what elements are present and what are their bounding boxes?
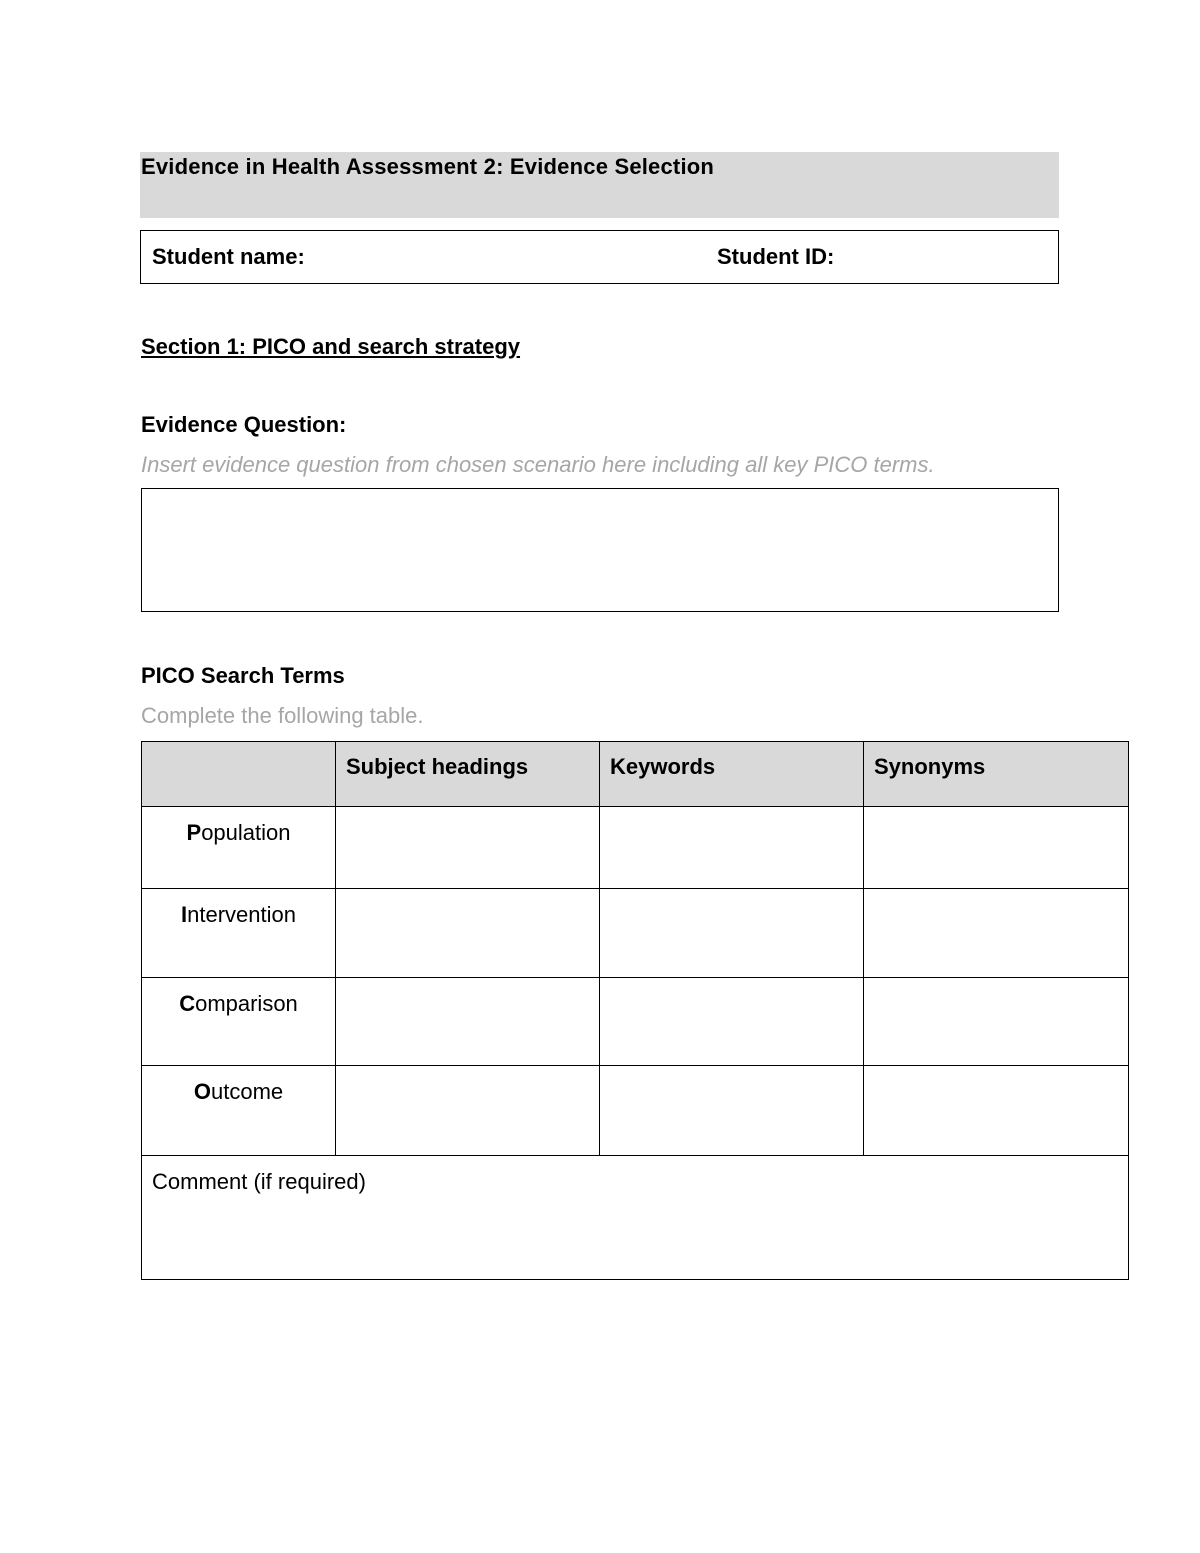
row-label-outcome: Outcome	[142, 1066, 336, 1156]
pico-row-comparison	[142, 978, 1129, 1066]
pico-row-outcome	[142, 1066, 1129, 1156]
student-name-label: Student name:	[152, 244, 305, 269]
pico-header-subject-headings: Subject headings	[336, 742, 600, 807]
student-info-box	[140, 230, 1059, 284]
pico-row-population	[142, 807, 1129, 889]
pico-header-blank	[142, 742, 336, 807]
section-heading: Section 1: PICO and search strategy	[141, 334, 521, 359]
pico-header-keywords: Keywords	[600, 742, 864, 807]
title-bar	[140, 152, 1059, 218]
document-title: Evidence in Health Assessment 2: Evidence Selection	[141, 154, 715, 179]
pico-row-comment	[142, 1156, 1129, 1280]
pico-instruction: Complete the following table.	[141, 703, 424, 728]
cell-population-subject-headings[interactable]	[336, 807, 600, 889]
pico-header-row	[142, 742, 1129, 807]
cell-intervention-subject-headings[interactable]	[336, 889, 600, 978]
cell-comparison-synonyms[interactable]	[864, 978, 1129, 1066]
student-id-label: Student ID:	[717, 244, 835, 269]
cell-outcome-subject-headings[interactable]	[336, 1066, 600, 1156]
row-label-intervention: Intervention	[142, 889, 336, 978]
cell-population-keywords[interactable]	[600, 807, 864, 889]
comment-label: Comment (if required)	[152, 1169, 366, 1194]
pico-table	[141, 741, 1129, 1280]
pico-header-synonyms: Synonyms	[864, 742, 1129, 807]
cell-comparison-subject-headings[interactable]	[336, 978, 600, 1066]
pico-row-intervention	[142, 889, 1129, 978]
row-label-comparison: Comparison	[142, 978, 336, 1066]
cell-intervention-synonyms[interactable]	[864, 889, 1129, 978]
evidence-question-box[interactable]	[141, 488, 1059, 612]
row-label-population: Population	[142, 807, 336, 889]
evidence-question-instruction: Insert evidence question from chosen scenario here including all key PICO terms.	[141, 452, 935, 477]
pico-heading: PICO Search Terms	[141, 663, 345, 688]
cell-comparison-keywords[interactable]	[600, 978, 864, 1066]
cell-population-synonyms[interactable]	[864, 807, 1129, 889]
evidence-question-heading: Evidence Question:	[141, 412, 347, 437]
cell-intervention-keywords[interactable]	[600, 889, 864, 978]
cell-outcome-synonyms[interactable]	[864, 1066, 1129, 1156]
comment-cell[interactable]	[142, 1156, 1129, 1280]
cell-outcome-keywords[interactable]	[600, 1066, 864, 1156]
